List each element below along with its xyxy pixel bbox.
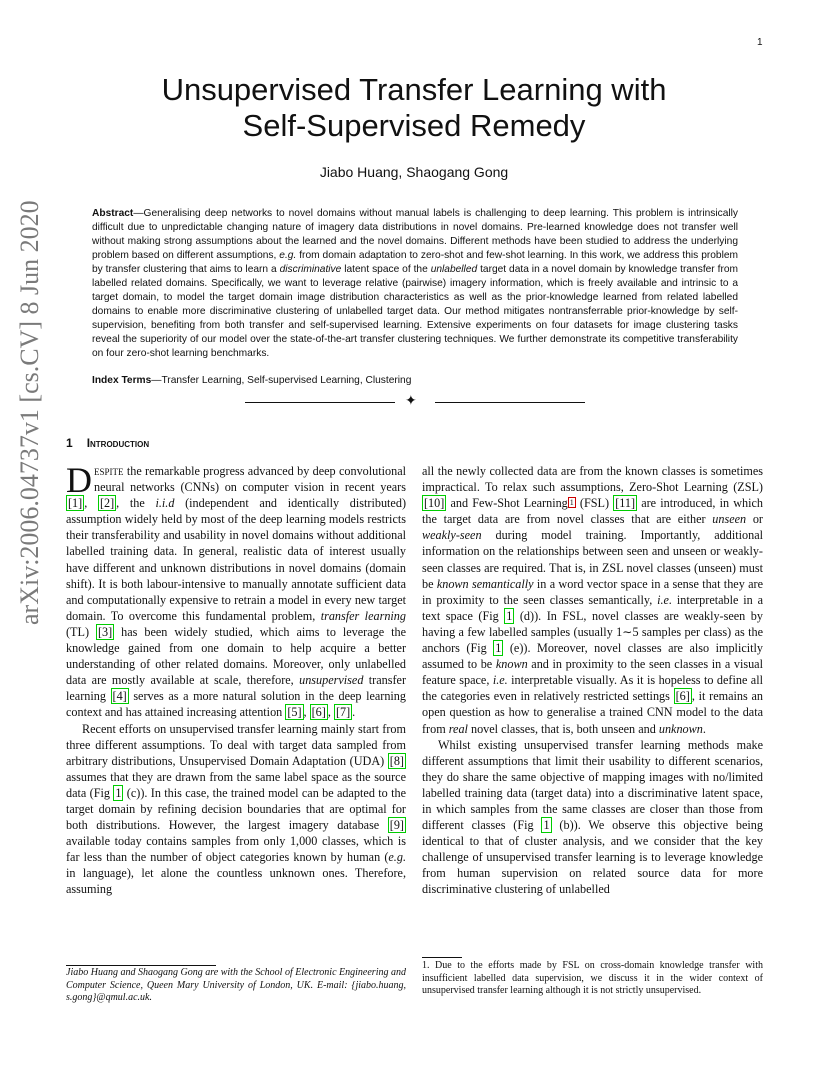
abstract-text: from domain adaptation to zero-shot and few-shot learning. In this work, we address this problem by transfer clustering that aims to learn a xyxy=(92,250,738,275)
section-divider xyxy=(245,394,585,410)
emphasis: unsupervised xyxy=(299,673,364,688)
body-text: in a word vector space in a sense that they are in proximity to the seen classes semantically, xyxy=(422,576,763,607)
divider-star-icon: ✦ xyxy=(405,393,417,409)
body-text: (independent and identically distributed) assumption widely held by most of the deep learning models restricts their transferability and usability in novel domains without additional labelled training data. In general, realistic data of interest usually have different and unknown distributions in novel domains (domain shift). It is both labour-intensive to manually annotate sufficient data and computationally expensive to retrain a model in every new target domain. To overcome this fundamental problem, xyxy=(66,496,406,623)
body-text: (c)). In this case, the trained model can be adapted to the target domain by refining decision boundaries that are optimal for both distributions. However, the largest imagery database xyxy=(66,785,407,833)
body-text: interpretable visually. As it is hopeless to define all the categories even in relatively restricted settings xyxy=(422,673,763,704)
emphasis: real xyxy=(448,721,468,736)
body-text: transfer learning xyxy=(66,673,407,704)
body-text: the remarkable progress advanced by deep convolutional neural networks (CNNs) on computer vision in recent years xyxy=(94,464,406,495)
body-text: . xyxy=(702,721,706,736)
body-text: , xyxy=(327,705,334,720)
abstract-emphasis: unlabelled xyxy=(430,264,478,275)
body-text: (b)). We observe this objective being identical to that of cluster analysis, and we consider that the key challenge of unsupervised transfer learning is to leverage knowledge from human supervision on related source data for more discriminative clustering of unlabelled xyxy=(422,818,763,897)
body-text: , xyxy=(84,496,98,511)
emphasis: transfer learning xyxy=(320,608,406,623)
divider-line-right xyxy=(435,402,585,403)
citation-link[interactable]: [6] xyxy=(311,705,326,720)
body-text: and in proximity to the seen classes in a visual feature space, xyxy=(422,657,763,688)
citation-link[interactable]: [6] xyxy=(675,689,690,704)
left-column xyxy=(66,460,407,898)
body-text: (d)). In FSL, novel classes are weakly-seen by having a few labelled samples (usually 1∼5 samples per class) as the anchors (Fig xyxy=(422,608,763,656)
paragraph-4 xyxy=(422,737,763,898)
title-line-1: Unsupervised Transfer Learning with xyxy=(161,72,667,107)
body-text: (e)). Moreover, novel classes are also implicitly assumed to be xyxy=(422,641,763,672)
index-terms-text: —Transfer Learning, Self-supervised Learning, Clustering xyxy=(151,375,412,386)
body-text: during model training. Importantly, additional information on the relationships between seen and unseen or weakly-seen classes are required. That is, in ZSL novel classes (unseen) must be xyxy=(422,528,763,591)
body-text: or xyxy=(746,512,763,527)
title-line-2: Self-Supervised Remedy xyxy=(242,108,586,143)
body-text: serves as a more natural solution in the deep learning context and has attained increasing attention xyxy=(66,689,406,720)
body-text: interpretable in a text space (Fig xyxy=(422,592,763,623)
page-number: 1 xyxy=(757,37,763,48)
footnote-rule-left xyxy=(66,965,216,966)
figure-link[interactable]: 1 xyxy=(115,785,122,800)
abstract-text: target data in a novel domain by knowledge transfer from labelled related domains. Specifically, we want to leverage relative (pairwise) imagery information, which is freely available and intrinsic to a target domain, to model the target domain image distribution characteristics as well as the prior-knowledge learned from related labelled domains to enable more discriminative clustering of unlabelled target data. Our method mitigates nontransferrable prior-knowledge by self-supervision, benefiting from both transfer and self-supervised learning. Extensive experiments on four datasets for image clustering tasks reveal the superiority of our model over the state-of-the-art transfer clustering techniques. We further demonstrate its competitive transferability on four zero-shot learning benchmarks. xyxy=(92,264,738,359)
emphasis: i.e. xyxy=(657,592,673,607)
footnote-1: 1. Due to the efforts made by FSL on cross-domain knowledge transfer with insufficient labelled data supervision, we discuss it in the wider context of unsupervised transfer learning although it is not strictly unsupervised. xyxy=(422,960,763,996)
citation-link[interactable]: [5] xyxy=(287,705,302,720)
paragraph-1 xyxy=(66,460,407,721)
citation-link[interactable]: [3] xyxy=(97,624,113,639)
index-terms-label: Index Terms xyxy=(92,375,152,386)
body-text: has been widely studied, which aims to leverage the knowledge gained from one domain to help acquire a better understanding of other related domains. Moreover, only unlabelled data are mostly available at scale, therefore, xyxy=(66,624,406,688)
body-text: (TL) xyxy=(66,624,96,639)
body-text: novel classes, that is, both unseen and xyxy=(467,721,659,736)
figure-link[interactable]: 1 xyxy=(506,608,513,623)
section-number: 1 xyxy=(66,436,73,450)
citation-link[interactable]: [8] xyxy=(389,753,404,768)
abstract xyxy=(92,207,738,361)
citation-link[interactable]: [1] xyxy=(68,496,83,511)
author-affiliation-footnote: Jiabo Huang and Shaogang Gong are with the School of Electronic Engineering and Computer Science, Queen Mary University of London, UK. E-mail: {jiabo.huang, s.gong}@qmul.ac.uk. xyxy=(66,967,406,1003)
emphasis: unseen xyxy=(712,512,747,527)
drop-cap: D xyxy=(66,460,92,500)
figure-link[interactable]: 1 xyxy=(543,818,550,833)
paragraph-3 xyxy=(422,463,763,737)
body-text: Whilst existing unsupervised transfer learning methods make different assumptions that limit their usability to different scenarios, they do share the same objective of mapping images with no/limited labelled training data (target data) into a discriminative latent space, in which samples from the same classes are closer than those from different classes (Fig xyxy=(422,737,763,833)
figure-link[interactable]: 1 xyxy=(495,641,502,656)
authors: Jiabo Huang, Shaogang Gong xyxy=(319,164,509,180)
body-text: assumes that they are drawn from the same label space as the source data (Fig xyxy=(66,769,406,800)
body-text: are introduced, in which the target data are from novel classes that are either xyxy=(422,496,763,527)
divider-line-left xyxy=(245,402,395,403)
footnote-rule-right xyxy=(422,957,462,958)
small-caps-text: espite xyxy=(94,464,124,478)
arxiv-identifier: arXiv:2006.04737v1 [cs.CV] 8 Jun 2020 xyxy=(15,200,44,625)
section-title: Introduction xyxy=(86,436,150,450)
body-text: (FSL) xyxy=(575,496,614,511)
body-text: Recent efforts on unsupervised transfer learning mainly start from three different assumptions. To deal with target data sampled from arbitrary distributions, Unsupervised Domain Adaptation (UDA) xyxy=(66,721,406,768)
right-column xyxy=(422,463,763,898)
abstract-text: latent space of the xyxy=(341,264,431,275)
emphasis: e.g. xyxy=(388,850,406,865)
footnote-link[interactable]: 1 xyxy=(569,498,574,508)
citation-link[interactable]: [2] xyxy=(99,496,115,511)
paper-title xyxy=(0,72,828,144)
section-heading xyxy=(66,436,149,450)
body-text: in language), let alone the countless unknown ones. Therefore, assuming xyxy=(66,866,406,897)
paragraph-2 xyxy=(66,721,406,898)
abstract-emphasis: e.g. xyxy=(279,250,297,261)
abstract-label: Abstract xyxy=(92,208,134,219)
body-text: , xyxy=(303,705,310,720)
emphasis: i.e. xyxy=(492,673,508,688)
emphasis: known semantically xyxy=(436,576,534,591)
abstract-text: —Generalising deep networks to novel domains without manual labels is challenging to deep learning. This problem is intrinsically difficult due to unpredictable changing nature of imagery data distributions in novel domains. Pre-learned knowledge does not transfer well without making strong assumptions about the learned and the novel domains. Different methods have been studied to address the underlying problem based on different assumptions, xyxy=(92,208,738,261)
body-text: , it remains an open question as how to generalise a trained CNN model to the data from xyxy=(422,689,763,736)
emphasis: known xyxy=(495,657,528,672)
body-text: . xyxy=(352,705,356,720)
citation-link[interactable]: [11] xyxy=(615,496,636,511)
citation-link[interactable]: [4] xyxy=(112,689,127,704)
emphasis: weakly-seen xyxy=(422,528,482,543)
citation-link[interactable]: [7] xyxy=(335,705,351,720)
body-text: , the xyxy=(116,496,156,511)
body-text: and Few-Shot Learning xyxy=(446,496,568,511)
citation-link[interactable]: [9] xyxy=(389,818,404,833)
abstract-emphasis: discriminative xyxy=(279,264,342,275)
index-terms xyxy=(92,375,738,386)
emphasis: i.i.d xyxy=(155,496,175,511)
body-text: all the newly collected data are from the known classes is sometimes impractical. To relax such assumptions, Zero-Shot Learning (ZSL) xyxy=(422,464,763,495)
emphasis: unknown xyxy=(658,721,703,736)
body-text: available today contains samples from only 1,000 classes, which is far less than the number of object categories known by human ( xyxy=(66,834,406,865)
citation-link[interactable]: [10] xyxy=(424,496,445,511)
